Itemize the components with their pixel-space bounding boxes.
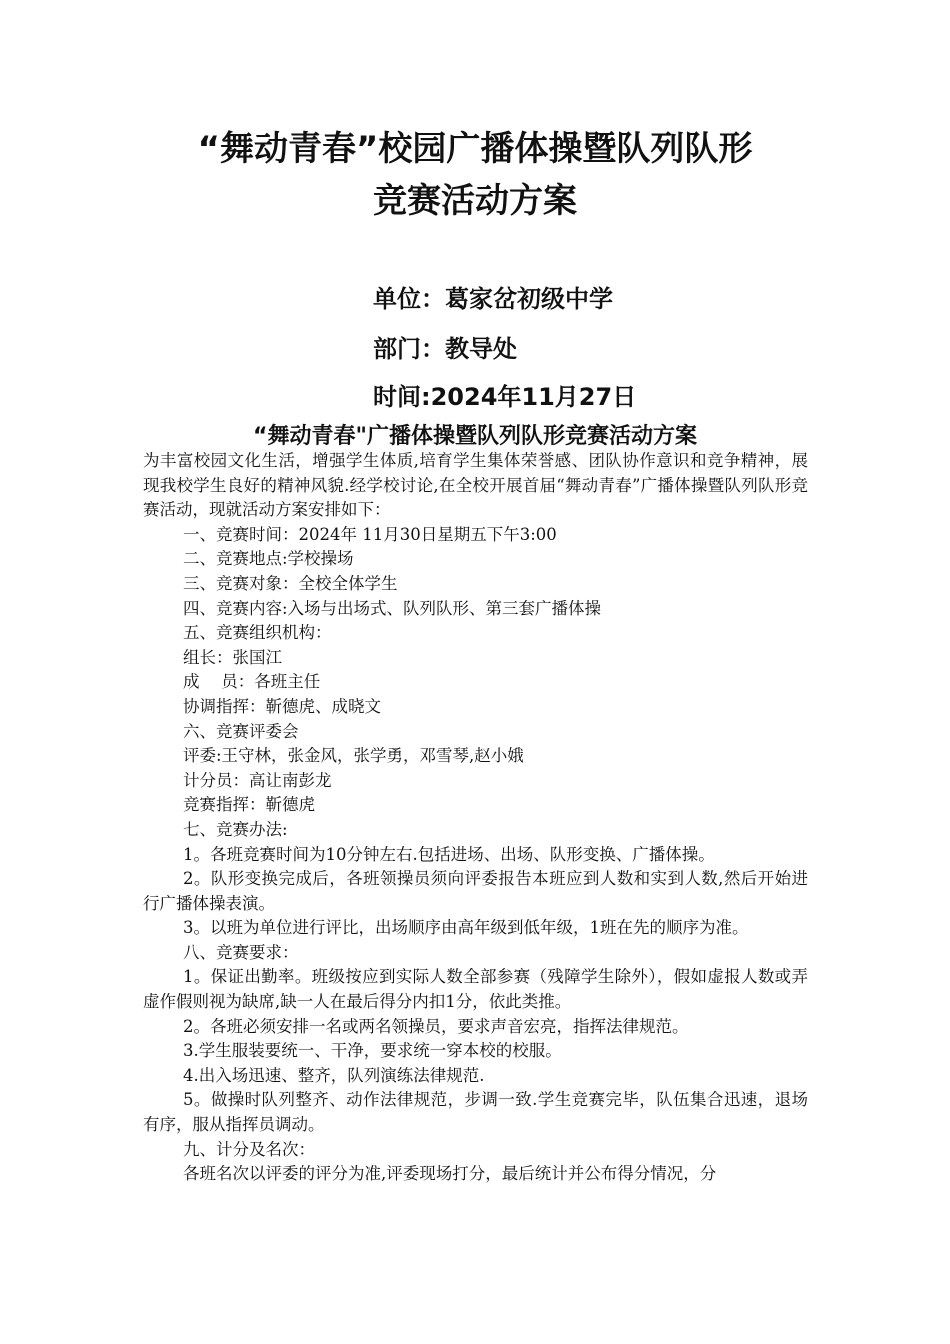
paragraph-item: 八、竞赛要求： — [183, 942, 299, 962]
paragraph-item: 4.出入场迅速、整齐，队列演练法律规范. — [183, 1065, 485, 1085]
paragraph-item: 3。以班为单位进行评比，出场顺序由高年级到低年级，1班在先的顺序为准。 — [183, 918, 749, 938]
document-title-line-2: 竞赛活动方案 — [373, 181, 577, 221]
paragraph-item: 2。队形变换完成后，各班领操员须向评委报告本班应到人数和实到人数,然后开始进行广播体操表演。 — [143, 869, 808, 913]
paragraph-item: 1。各班竞赛时间为10分钟左右.包括进场、出场、队形变换、广播体操。 — [183, 844, 715, 864]
unit-line: 单位：葛家岔初级中学 — [373, 285, 613, 313]
paragraph-item: 5。做操时队列整齐、动作法律规范，步调一致.学生竞赛完毕，队伍集合迅速，退场有序，服从指挥员调动。 — [143, 1090, 808, 1135]
paragraph-item: 2。各班必须安排一名或两名领操员，要求声音宏亮，指挥法律规范。 — [183, 1016, 689, 1036]
paragraph-item: 组长：张国江 — [183, 647, 282, 667]
document-title-line-1: “舞动青春”校园广播体操暨队列队形 — [197, 129, 753, 169]
paragraph-item: 五、竞赛组织机构： — [183, 623, 332, 643]
paragraph-item: 3.学生服装要统一、干净，要求统一穿本校的校服。 — [183, 1041, 562, 1061]
document-body — [143, 449, 808, 1187]
section-title: “舞动青春"广播体操暨队列队形竞赛活动方案 — [253, 424, 697, 449]
paragraph-item: 计分员：高让南彭龙 — [183, 770, 332, 790]
date-line: 时间:2024年11月27日 — [373, 383, 637, 411]
paragraph-item: 协调指挥：靳德虎、成晓文 — [183, 696, 381, 716]
paragraph-item: 三、竞赛对象：全校全体学生 — [183, 573, 398, 593]
paragraph-item: 二、竞赛地点:学校操场 — [183, 549, 354, 569]
paragraph-item: 七、竞赛办法: — [183, 819, 288, 839]
paragraph-item: 竞赛指挥：靳德虎 — [183, 795, 315, 815]
paragraph-item: 各班名次以评委的评分为准,评委现场打分，最后统计并公布得分情况，分 — [183, 1164, 717, 1184]
paragraph-item: 一、竞赛时间：2024年 11月30日星期五下午3:00 — [183, 524, 557, 544]
paragraph-item: 六、竞赛评委会 — [183, 721, 299, 741]
paragraph-item: 评委:王守林，张金风，张学勇，邓雪琴,赵小娥 — [183, 746, 524, 766]
paragraph-item: 四、竞赛内容:入场与出场式、队列队形、第三套广播体操 — [183, 598, 602, 618]
department-line: 部门：教导处 — [373, 335, 517, 363]
paragraph-item: 1。保证出勤率。班级按应到实际人数全部参赛（残障学生除外），假如虚报人数或弄虚作假则视为缺席,缺一人在最后得分内扣1分，依此类推。 — [143, 967, 808, 1012]
paragraph-item: 成 员：各班主任 — [183, 672, 321, 692]
intro-paragraph: 为丰富校园文化生活，增强学生体质,培育学生集体荣誉感、团队协作意识和竞争精神，展现我校学生良好的精神风貌.经学校讨论,在全校开展首届“舞动青春”广播体操暨队列队形竞赛活动，现就活动方案安排如下： — [143, 451, 808, 520]
paragraph-item: 九、计分及名次： — [183, 1139, 315, 1159]
